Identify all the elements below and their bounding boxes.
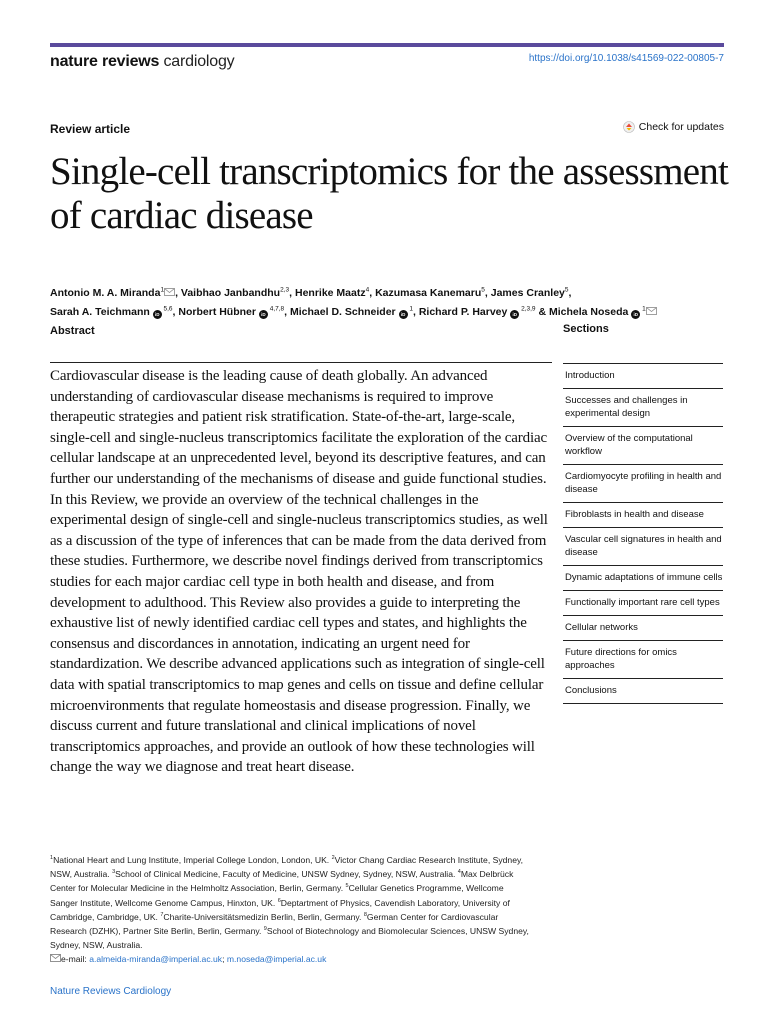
affiliation-superscript: 1 [407, 305, 413, 313]
orcid-icon[interactable]: iD [153, 310, 162, 319]
author-name[interactable]: Sarah A. Teichmann [50, 306, 150, 318]
affiliations [50, 853, 530, 967]
affiliation-number: 6 [277, 897, 281, 904]
sections-heading: Sections [563, 323, 609, 335]
section-link[interactable]: Fibroblasts in health and disease [563, 503, 723, 528]
section-link[interactable]: Introduction [563, 364, 723, 389]
abstract-text: Cardiovascular disease is the leading cause of death globally. An advanced understanding of cardiovascular disease mechanisms is required to improve therapeutic strategies and patient risk stratification. State-of-the-art, large-scale, single-cell and single-nucleus transcriptomics facilitate the exploration of the cardiac cellular landscape at an unprecedented level, beyond its descriptive features, and can further our understanding of the mechanisms of disease and guide functional studies. In this Review, we provide an overview of the technical challenges in the experimental design of single-cell and single-nucleus transcriptomics studies, as well as a discussion of the type of inferences that can be made from the data derived from these studies. Furthermore, we describe novel findings derived from transcriptomics studies for each major cardiac cell type in both health and disease, and from development to adulthood. This Review also provides a guide to interpreting the exhaustive list of newly identified cardiac cell types and states, and highlights the consensus and discordances in annotation, indicating an urgent need for standardization. We describe advanced applications such as integration of single-cell data with spatial transcriptomics to map genes and cells on tissue and define cellular microenvironments that regulate homeostasis and disease progression. Finally, we discuss current and future translational and clinical implications of novel transcriptomics approaches, and provide an outlook of how these technologies will change the way we diagnose and treat heart disease. [50, 368, 548, 776]
section-link[interactable]: Vascular cell signatures in health and disease [563, 528, 723, 566]
affiliation-number: 7 [160, 911, 164, 918]
email-line [50, 954, 326, 964]
article-type-label: Review article [50, 122, 131, 136]
affiliation-superscript: 4,7,8 [267, 305, 285, 313]
section-link[interactable]: Overview of the computational workflow [563, 427, 723, 465]
section-link[interactable]: Functionally important rare cell types [563, 591, 723, 616]
check-updates-icon [623, 121, 635, 133]
sections-list [563, 363, 723, 704]
author-name[interactable]: Henrike Maatz [294, 287, 366, 299]
affiliation-superscript: 4 [365, 286, 370, 294]
orcid-icon[interactable]: iD [631, 310, 640, 319]
section-link[interactable]: Cardiomyocyte profiling in health and disease [563, 465, 723, 503]
author-list: Antonio M. A. Miranda$^1$ , Vaibhao Janbandhu$^{2,3}$, Henrike Maatz$^4$, Kazumasa Kanemaru$^5$, James Cranley$^5$, Sarah A. Teichmann iD $^{5,6}$, Norbert Hübner iD $^{4,7,8}$, Michael D. Schneider iD $^1$, Richard P. Harvey iD $^{2,3,9}$ & Michela Noseda iD $^1$ [50, 284, 740, 322]
author-name[interactable]: Michael D. Schneider [290, 306, 396, 318]
section-link[interactable]: Successes and challenges in experimental design [563, 389, 723, 427]
affiliation-superscript: 1 [640, 305, 646, 313]
check-for-updates-button[interactable] [623, 121, 724, 133]
author-name[interactable]: Vaibhao Janbandhu [180, 287, 281, 299]
author-name[interactable]: Michela Noseda [548, 306, 629, 318]
affiliation-text: Cellular Genetics Programme, Wellcome Sanger Institute, Wellcome Genome Campus, Hinxton, UK. [50, 883, 504, 908]
email-link-noseda[interactable]: m.noseda@imperial.ac.uk [226, 954, 327, 965]
journal-name-bold: nature reviews [50, 53, 160, 70]
affiliation-superscript: 1 [160, 286, 165, 294]
orcid-icon[interactable]: iD [510, 310, 519, 319]
footer-journal-name[interactable]: Nature Reviews Cardiology [50, 986, 172, 997]
abstract-divider [50, 362, 552, 363]
sections-panel [563, 323, 723, 704]
section-link[interactable]: Future directions for omics approaches [563, 641, 723, 679]
affiliation-superscript: 2,3,9 [519, 305, 536, 313]
affiliation-text: School of Clinical Medicine, Faculty of Medicine, UNSW Sydney, Sydney, NSW, Australia. [115, 869, 458, 880]
author-name[interactable]: Richard P. Harvey [418, 306, 508, 318]
affiliation-text: Max Delbrück Center for Molecular Medicine in the Helmholtz Association, Berlin, Germany. [50, 869, 514, 894]
affiliation-number: 2 [331, 855, 335, 862]
affiliation-text: German Center for Cardiovascular Research (DZHK), Partner Site Berlin, Berlin, Germany. [50, 911, 499, 937]
envelope-icon[interactable] [164, 288, 175, 296]
affiliation-number: 4 [457, 869, 461, 876]
author-name[interactable]: Antonio M. A. Miranda [50, 287, 161, 299]
affiliation-text: National Heart and Lung Institute, Imperial College London, London, UK. [53, 855, 332, 865]
affiliation-superscript: 5,6 [161, 305, 173, 313]
envelope-icon [50, 954, 61, 962]
affiliation-number: 8 [363, 911, 367, 918]
orcid-icon[interactable]: iD [259, 310, 268, 319]
journal-name-light: cardiology [159, 53, 235, 70]
journal-logo[interactable] [50, 53, 234, 71]
affiliation-number: 5 [345, 883, 349, 890]
section-link[interactable]: Dynamic adaptations of immune cells [563, 566, 723, 591]
affiliation-number: 1 [50, 855, 54, 862]
article-title: Single-cell transcriptomics for the assessment of cardiac disease [50, 150, 729, 237]
affiliation-text: Charite-Universitätsmedizin Berlin, Berlin, Germany. [163, 911, 364, 922]
orcid-icon[interactable]: iD [399, 310, 408, 319]
affiliation-text: School of Biotechnology and Biomolecular Sciences, UNSW Sydney, Sydney, NSW, Australia. [50, 926, 529, 951]
affiliation-text: Deptartment of Physics, Cavendish Laboratory, University of Cambridge, Cambridge, UK. [50, 897, 510, 922]
author-name[interactable]: James Cranley [490, 287, 565, 299]
email-separator: ; [222, 954, 227, 965]
header-accent-bar [50, 43, 724, 47]
section-link[interactable]: Conclusions [563, 679, 723, 704]
affiliation-list [50, 855, 529, 950]
envelope-icon[interactable] [646, 307, 657, 315]
author-name[interactable]: Kazumasa Kanemaru [375, 287, 482, 299]
email-label: e-mail: [61, 954, 90, 965]
affiliation-superscript: 5 [564, 286, 569, 294]
affiliation-superscript: 2,3 [280, 286, 290, 294]
section-link[interactable]: Cellular networks [563, 616, 723, 641]
affiliation-number: 9 [263, 926, 267, 933]
abstract-heading: Abstract [50, 325, 95, 337]
doi-link[interactable]: https://doi.org/10.1038/s41569-022-00805-7 [528, 53, 724, 64]
check-updates-label: Check for updates [638, 121, 724, 133]
affiliation-text: Victor Chang Cardiac Research Institute, Sydney, NSW, Australia. [50, 855, 524, 880]
email-link-miranda[interactable]: a.almeida-miranda@imperial.ac.uk [89, 954, 223, 965]
affiliation-number: 3 [112, 869, 116, 876]
affiliation-superscript: 5 [481, 286, 485, 294]
author-name[interactable]: Norbert Hübner [178, 306, 256, 318]
